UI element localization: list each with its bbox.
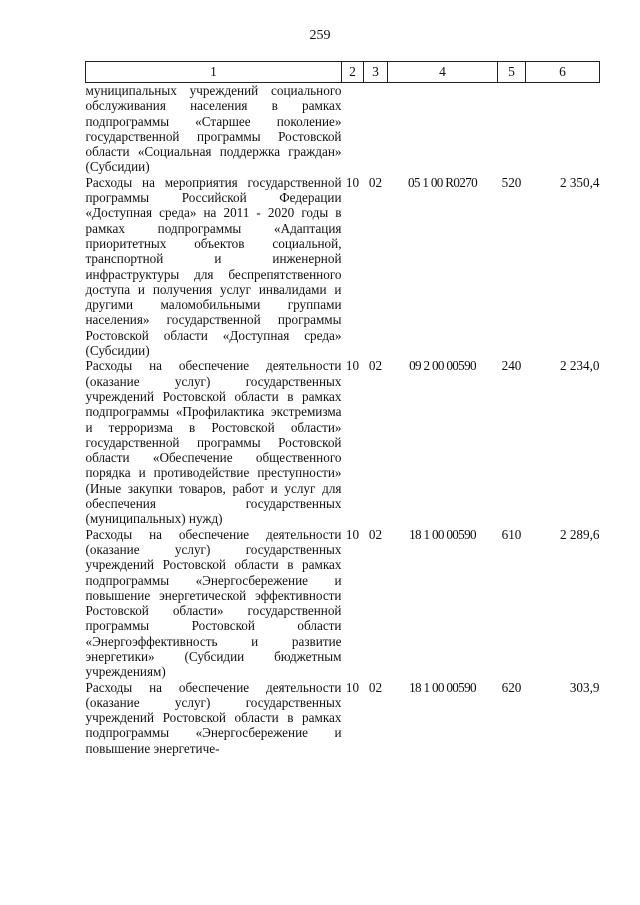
expense-type-code: 240 <box>501 358 522 374</box>
expense-name: Расходы на обеспечение деятельности (оказание услуг) государственных учреждений Ростовской области в рамках подпрограммы «Энергосбережение и повышение энергетиче- <box>85 679 342 756</box>
expense-name: Расходы на обеспечение деятельности (оказание услуг) государственных учреждений Ростовской области в рамках подпрограммы «Энергосбережение и повышение энергетической эффективности Ростовской области» государственной программы Ростовской области «Энергоэффективность и развитие энергетики» (Субсидии бюджетным учреждениям) <box>85 526 342 680</box>
target-code: 05 1 00 R0270 <box>408 174 477 190</box>
table-row <box>86 358 600 526</box>
expense-type-code: 520 <box>501 174 522 190</box>
expense-name: Расходы на мероприятия государственной программы Российской Федерации «Доступная среда» на 2011 - 2020 годы в рамках подпрограммы «Адаптация приоритетных объектов социальной, транспортной и инженерной инфраструктуры для беспрепятственного доступа и получения услуг инвалидами и другими маломобильными группами населения» государственной программы Ростовской области «Доступная среда» (Субсидии) <box>85 174 342 359</box>
expense-name: муниципальных учреждений социального обслуживания населения в рамках подпрограммы «Старшее поколение» государственной программы Ростовской области «Социальная поддержка граждан» (Субсидии) <box>85 83 342 175</box>
target-code <box>388 83 498 175</box>
section-code: 10 <box>345 358 360 374</box>
expense-type-code: 620 <box>501 679 522 695</box>
expense-name: Расходы на обеспечение деятельности (оказание услуг) государственных учреждений Ростовской области в рамках подпрограммы «Профилактика экстремизма и терроризма в Ростовской области» государственной программы Ростовской области «Обеспечение общественного порядка и противодействие преступности» (Иные закупки товаров, работ и услуг для обеспечения государственных (муниципальных) нужд) <box>85 358 342 527</box>
subsection-code <box>364 83 388 175</box>
header-col-4: 4 <box>388 62 498 83</box>
header-col-6: 6 <box>526 62 600 83</box>
subsection-code: 02 <box>368 679 383 695</box>
subsection-code: 02 <box>368 358 383 374</box>
target-code: 09 2 00 00590 <box>409 358 476 374</box>
section-code <box>342 83 364 175</box>
header-col-1: 1 <box>86 62 342 83</box>
subsection-code: 02 <box>368 526 383 542</box>
header-col-3: 3 <box>364 62 388 83</box>
target-code: 18 1 00 00590 <box>409 679 476 695</box>
budget-table <box>85 61 600 756</box>
page-number: 259 <box>309 28 331 43</box>
amount: 2 289,6 <box>559 526 600 542</box>
amount: 303,9 <box>569 679 600 695</box>
table-row <box>86 680 600 756</box>
amount: 2 234,0 <box>559 358 600 374</box>
header-col-2: 2 <box>342 62 364 83</box>
expense-type-code <box>498 83 526 175</box>
amount: 2 350,4 <box>559 174 600 190</box>
section-code: 10 <box>345 174 360 190</box>
table-row <box>86 527 600 680</box>
amount <box>526 83 600 175</box>
table-row <box>86 83 600 175</box>
table-header-row <box>86 62 600 83</box>
table-row <box>86 175 600 359</box>
subsection-code: 02 <box>368 174 383 190</box>
section-code: 10 <box>345 679 360 695</box>
header-col-5: 5 <box>498 62 526 83</box>
section-code: 10 <box>345 526 360 542</box>
expense-type-code: 610 <box>501 526 522 542</box>
target-code: 18 1 00 00590 <box>409 526 476 542</box>
